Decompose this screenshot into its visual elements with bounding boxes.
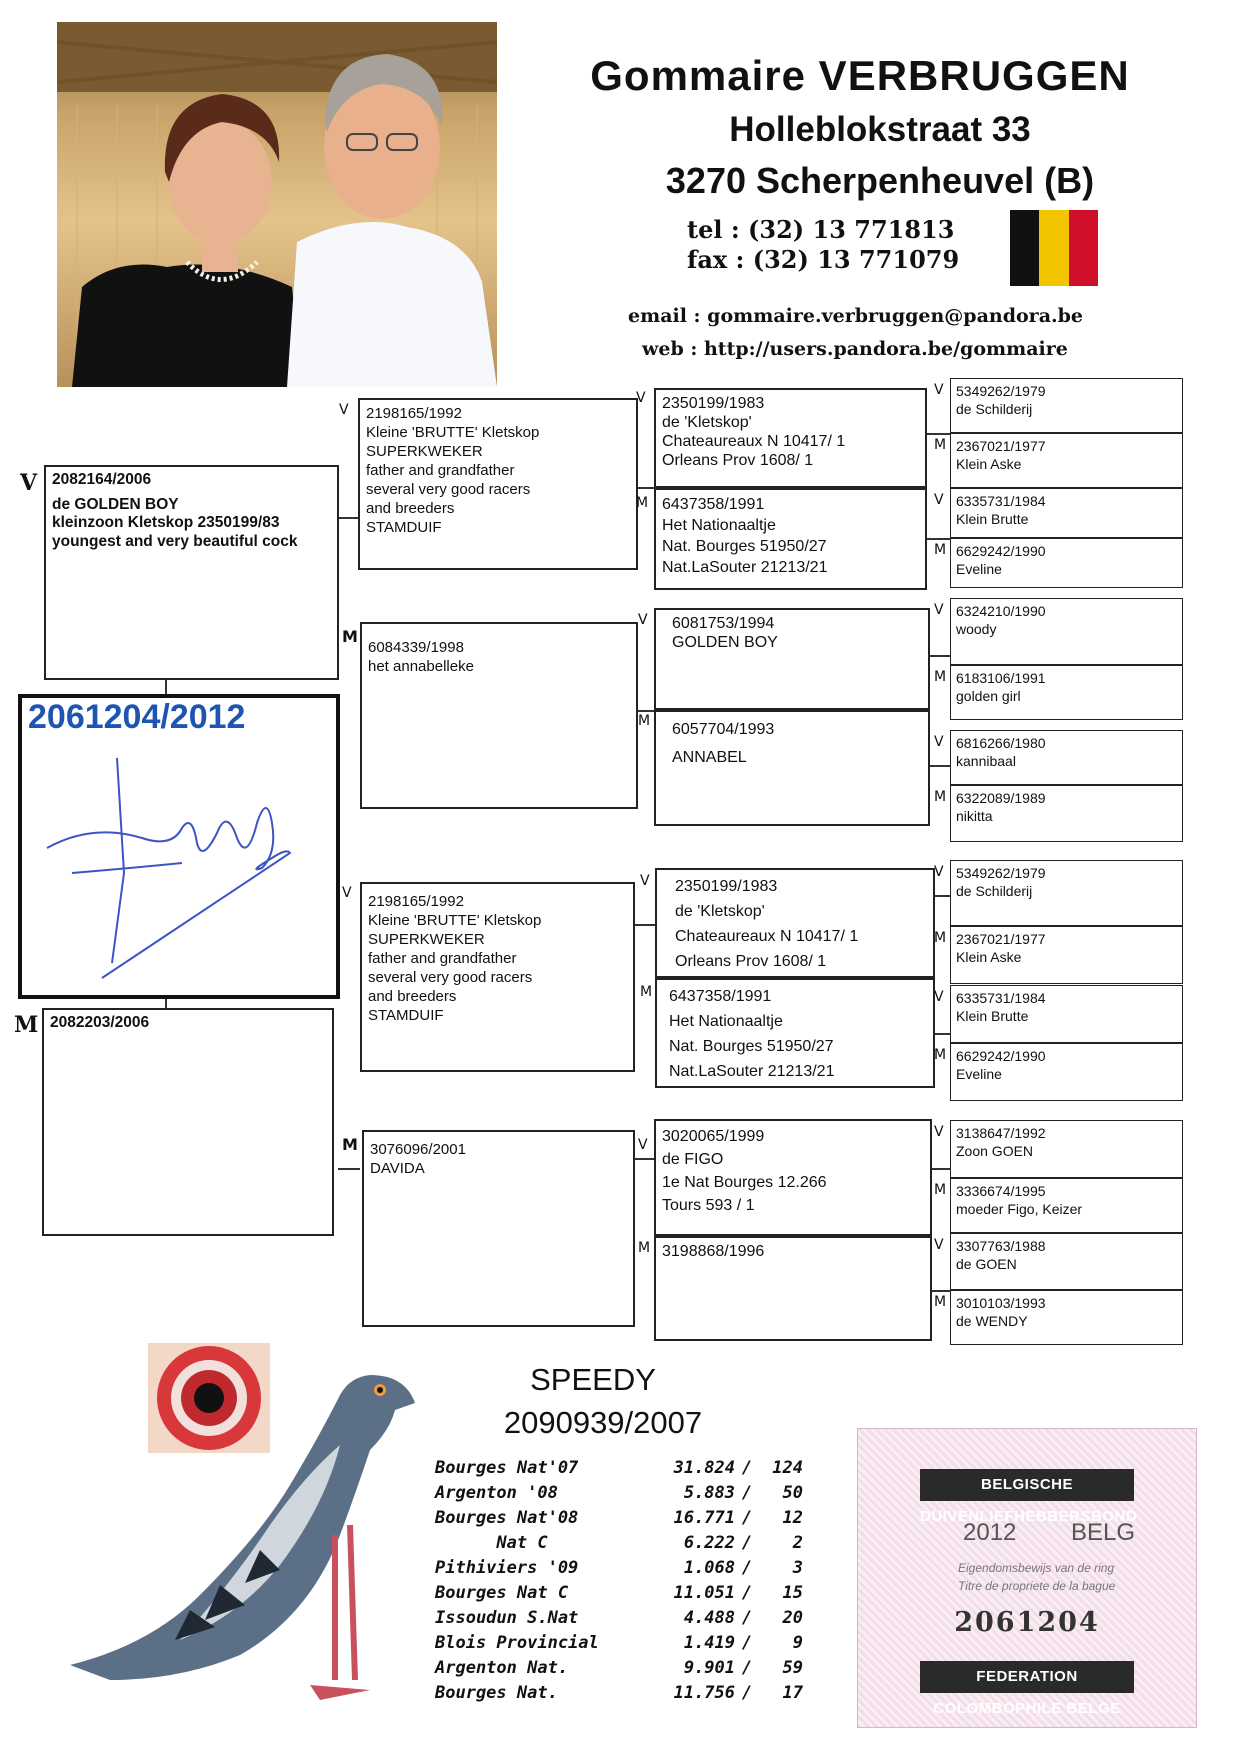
- result-row: [435, 1583, 803, 1608]
- result-place: 59: [782, 1658, 803, 1678]
- result-sep: /: [741, 1458, 753, 1478]
- ss-card[interactable]: [358, 398, 638, 570]
- g4-ring: 5349262/1979: [956, 865, 1046, 881]
- g4-ring: 6324210/1990: [956, 603, 1046, 619]
- ss-line-1: Kleine 'BRUTTE' Kletskop: [366, 424, 540, 441]
- ddd-ring: 3198868/1996: [662, 1243, 765, 1260]
- result-row: [435, 1683, 803, 1708]
- ssd-line-1: Het Nationaaltje: [662, 517, 776, 534]
- g4-name: Eveline: [956, 1066, 1002, 1082]
- dsd-card[interactable]: [655, 978, 935, 1088]
- g4-ring: 2367021/1977: [956, 931, 1046, 947]
- breeder-name: Gommaire VERBRUGGEN: [590, 52, 1130, 99]
- dss-ring: 2350199/1983: [675, 878, 778, 895]
- result-points: 16.771: [673, 1508, 735, 1528]
- result-sep: /: [741, 1508, 753, 1528]
- subject-card[interactable]: [18, 694, 340, 999]
- ds-line-4: several very good racers: [368, 969, 533, 986]
- result-race: Nat C: [435, 1533, 548, 1553]
- ss-line-2: SUPERKWEKER: [366, 443, 483, 460]
- g4-name: Zoon GOEN: [956, 1143, 1034, 1159]
- g4-card[interactable]: [950, 1120, 1183, 1178]
- dd-marker: M: [342, 1135, 358, 1154]
- result-race: Argenton '08: [435, 1483, 558, 1503]
- result-points: 5.883: [683, 1483, 735, 1503]
- ss-line-4: several very good racers: [366, 481, 531, 498]
- sire-line-2: kleinzoon Kletskop 2350199/83: [52, 514, 280, 531]
- g4-name: de Schilderij: [956, 883, 1033, 899]
- result-place: 17: [782, 1683, 803, 1703]
- certificate-year: 2012: [963, 1519, 1017, 1546]
- ds-card[interactable]: [360, 882, 635, 1072]
- sd-marker: M: [342, 627, 358, 646]
- result-race: Pithiviers '09: [435, 1558, 579, 1578]
- ownership-certificate: [857, 1428, 1197, 1728]
- g4-marker: V: [934, 989, 944, 1005]
- g4-name: Eveline: [956, 561, 1002, 577]
- ssd-ring: 6437358/1991: [662, 496, 765, 513]
- g4-ring: 6335731/1984: [956, 493, 1046, 509]
- result-sep: /: [741, 1583, 753, 1603]
- g4-name: de Schilderij: [956, 401, 1033, 417]
- g4-card[interactable]: [950, 538, 1183, 588]
- result-points: 4.488: [683, 1608, 735, 1628]
- result-place: 15: [782, 1583, 803, 1603]
- result-row: [435, 1633, 803, 1658]
- g4-card[interactable]: [950, 785, 1183, 842]
- g4-card[interactable]: [950, 1178, 1183, 1233]
- dss-card[interactable]: [655, 868, 935, 978]
- g4-ring: 5349262/1979: [956, 383, 1046, 399]
- flag-stripe-black: [1010, 210, 1039, 286]
- g4-card[interactable]: [950, 730, 1183, 785]
- result-row: [435, 1558, 803, 1583]
- result-points: 1.419: [683, 1633, 735, 1653]
- result-race: Argenton Nat.: [435, 1658, 569, 1678]
- result-points: 11.756: [673, 1683, 735, 1703]
- result-row: [435, 1508, 803, 1533]
- g4-card[interactable]: [950, 1290, 1183, 1345]
- g4-marker: M: [934, 437, 947, 453]
- dds-card[interactable]: [654, 1119, 932, 1236]
- g4-ring: 3010103/1993: [956, 1295, 1046, 1311]
- telephone: tel : (32) 13 771813: [687, 215, 955, 244]
- g4-ring: 6629242/1990: [956, 1048, 1046, 1064]
- g4-card[interactable]: [950, 926, 1183, 984]
- dsd-line-1: Het Nationaaltje: [669, 1013, 783, 1030]
- sd-card[interactable]: [360, 622, 638, 809]
- result-row: [435, 1533, 803, 1558]
- ss-line-3: father and grandfather: [366, 462, 515, 479]
- results-table: [435, 1458, 803, 1708]
- result-sep: /: [741, 1533, 753, 1553]
- g4-marker: V: [934, 492, 944, 508]
- sdd-ring: 6057704/1993: [672, 721, 775, 738]
- result-place: 20: [782, 1608, 803, 1628]
- result-row: [435, 1658, 803, 1683]
- sire-ring: 2082164/2006: [52, 471, 152, 488]
- result-place: 12: [782, 1508, 803, 1528]
- website-link[interactable]: web : http://users.pandora.be/gommaire: [642, 338, 1068, 360]
- certificate-line-2: Titre de propriete de la bague: [958, 1579, 1116, 1593]
- result-sep: /: [741, 1608, 753, 1628]
- g4-name: golden girl: [956, 688, 1021, 704]
- sire-line-1: de GOLDEN BOY: [52, 495, 179, 513]
- ds-marker: V: [342, 885, 352, 901]
- result-sep: /: [741, 1683, 753, 1703]
- result-points: 31.824: [673, 1458, 735, 1478]
- g4-name: Klein Brutte: [956, 511, 1029, 527]
- certificate-line-1: Eigendomsbewijs van de ring: [958, 1561, 1115, 1575]
- g4-marker: V: [934, 1237, 944, 1253]
- dsd-line-2: Nat. Bourges 51950/27: [669, 1038, 834, 1055]
- g4-card[interactable]: [950, 860, 1183, 926]
- g4-marker: M: [934, 542, 947, 558]
- result-place: 3: [792, 1558, 803, 1578]
- ds-line-1: Kleine 'BRUTTE' Kletskop: [368, 912, 542, 929]
- ddd-marker: M: [638, 1240, 651, 1256]
- certificate-ring: 2061204: [954, 1607, 1100, 1638]
- ssd-card[interactable]: [654, 488, 927, 590]
- result-place: 50: [782, 1483, 803, 1503]
- dam-card[interactable]: [42, 1008, 334, 1236]
- g4-ring: 6629242/1990: [956, 543, 1046, 559]
- ds-line-3: father and grandfather: [368, 950, 517, 967]
- result-sep: /: [741, 1633, 753, 1653]
- g4-marker: V: [934, 602, 944, 618]
- g4-card[interactable]: [950, 378, 1183, 433]
- ssd-marker: M: [636, 495, 649, 511]
- ddd-card[interactable]: [654, 1236, 932, 1341]
- g4-ring: 2367021/1977: [956, 438, 1046, 454]
- sss-ring: 2350199/1983: [662, 395, 765, 412]
- g4-ring: 6335731/1984: [956, 990, 1046, 1006]
- g4-marker: M: [934, 669, 947, 685]
- g4-name: de WENDY: [956, 1313, 1028, 1329]
- g4-name: woody: [956, 621, 997, 637]
- ds-line-2: SUPERKWEKER: [368, 931, 485, 948]
- result-race: Bourges Nat'08: [435, 1508, 579, 1528]
- dss-marker: V: [640, 873, 650, 889]
- ss-marker: V: [339, 402, 349, 418]
- featured-name: SPEEDY: [530, 1362, 656, 1397]
- g4-ring: 3307763/1988: [956, 1238, 1046, 1254]
- dsd-line-3: Nat.LaSouter 21213/21: [669, 1063, 835, 1080]
- dss-line-3: Orleans Prov 1608/ 1: [675, 953, 827, 970]
- result-place: 2: [792, 1533, 803, 1553]
- g4-ring: 6322089/1989: [956, 790, 1046, 806]
- ss-line-6: STAMDUIF: [366, 519, 442, 536]
- g4-card[interactable]: [950, 665, 1183, 720]
- dsd-ring: 6437358/1991: [669, 988, 772, 1005]
- result-place: 124: [772, 1458, 803, 1478]
- sire-marker: V: [20, 470, 38, 496]
- result-race: Issoudun S.Nat: [435, 1608, 579, 1628]
- ds-ring: 2198165/1992: [368, 893, 464, 910]
- result-race: Bourges Nat.: [435, 1683, 558, 1703]
- dds-line-2: 1e Nat Bourges 12.266: [662, 1174, 827, 1191]
- g4-marker: M: [934, 930, 947, 946]
- breeder-street: Holleblokstraat 33: [729, 110, 1031, 149]
- signature: [32, 753, 322, 988]
- g4-name: de GOEN: [956, 1256, 1017, 1272]
- breeder-city: 3270 Scherpenheuvel (B): [665, 160, 1095, 201]
- result-row: [435, 1458, 803, 1483]
- sd-line-1: het annabelleke: [368, 658, 474, 675]
- g4-marker: V: [934, 734, 944, 750]
- result-points: 9.901: [683, 1658, 735, 1678]
- dds-line-1: de FIGO: [662, 1151, 724, 1168]
- g4-ring: 6816266/1980: [956, 735, 1046, 751]
- g4-ring: 3138647/1992: [956, 1125, 1046, 1141]
- g4-marker: M: [934, 1182, 947, 1198]
- sds-marker: V: [638, 612, 648, 628]
- dss-line-2: Chateaureaux N 10417/ 1: [675, 928, 859, 945]
- sire-card[interactable]: [44, 465, 339, 680]
- g4-marker: V: [934, 864, 944, 880]
- dds-marker: V: [638, 1137, 648, 1153]
- g4-card[interactable]: [950, 598, 1183, 665]
- result-place: 9: [792, 1633, 803, 1653]
- g4-ring: 6183106/1991: [956, 670, 1046, 686]
- result-points: 6.222: [683, 1533, 735, 1553]
- g4-name: nikitta: [956, 808, 993, 824]
- g4-marker: M: [934, 1294, 947, 1310]
- g4-marker: V: [934, 382, 944, 398]
- dss-line-1: de 'Kletskop': [675, 903, 765, 920]
- sss-line-1: de 'Kletskop': [662, 414, 752, 431]
- dam-marker: M: [14, 1012, 39, 1038]
- certificate-country: BELG: [1071, 1519, 1136, 1546]
- sds-line-1: GOLDEN BOY: [672, 634, 778, 651]
- email-link[interactable]: email : gommaire.verbruggen@pandora.be: [628, 305, 1083, 327]
- ss-line-5: and breeders: [366, 500, 455, 517]
- sire-line-3: youngest and very beautiful cock: [52, 532, 298, 550]
- g4-name: moeder Figo, Keizer: [956, 1201, 1083, 1217]
- g4-name: Klein Aske: [956, 949, 1022, 965]
- g4-name: Klein Aske: [956, 456, 1022, 472]
- g4-card[interactable]: [950, 488, 1183, 538]
- result-row: [435, 1483, 803, 1508]
- g4-marker: M: [934, 789, 947, 805]
- ss-ring: 2198165/1992: [366, 405, 462, 422]
- g4-card[interactable]: [950, 1043, 1183, 1101]
- pigeon-illustration: [70, 1335, 420, 1730]
- ds-line-5: and breeders: [368, 988, 457, 1005]
- g4-marker: V: [934, 1124, 944, 1140]
- g4-card[interactable]: [950, 1233, 1183, 1290]
- fax: fax : (32) 13 771079: [687, 245, 960, 274]
- owners-photo: [57, 22, 497, 387]
- g4-ring: 3336674/1995: [956, 1183, 1046, 1199]
- result-race: Bourges Nat'07: [435, 1458, 579, 1478]
- sds-card[interactable]: [654, 608, 930, 710]
- sdd-line-1: ANNABEL: [672, 749, 747, 766]
- subject-ring: 2061204/2012: [28, 698, 246, 736]
- sds-ring: 6081753/1994: [672, 615, 775, 632]
- result-sep: /: [741, 1483, 753, 1503]
- flag-stripe-yellow: [1039, 210, 1068, 286]
- result-points: 1.068: [683, 1558, 735, 1578]
- dam-ring: 2082203/2006: [50, 1014, 150, 1031]
- g4-name: Klein Brutte: [956, 1008, 1029, 1024]
- sdd-marker: M: [638, 713, 651, 729]
- ssd-line-3: Nat.LaSouter 21213/21: [662, 559, 828, 576]
- ds-line-6: STAMDUIF: [368, 1007, 444, 1024]
- g4-card[interactable]: [950, 433, 1183, 488]
- result-points: 11.051: [673, 1583, 735, 1603]
- featured-ring: 2090939/2007: [503, 1405, 703, 1440]
- sd-ring: 6084339/1998: [368, 639, 464, 656]
- ssd-line-2: Nat. Bourges 51950/27: [662, 538, 827, 555]
- belgian-flag-icon: [1010, 210, 1098, 286]
- flag-stripe-red: [1069, 210, 1098, 286]
- sss-card[interactable]: [654, 388, 927, 488]
- g4-card[interactable]: [950, 985, 1183, 1043]
- certificate-top-band: BELGISCHE DUIVENLIEFHEBBERSBOND: [920, 1469, 1134, 1501]
- result-sep: /: [741, 1658, 753, 1678]
- certificate-bottom-band: FEDERATION COLOMBOPHILE BELGE: [920, 1661, 1134, 1693]
- sss-marker: V: [636, 390, 646, 406]
- dd-card[interactable]: [362, 1130, 635, 1327]
- result-race: Blois Provincial: [435, 1633, 599, 1653]
- result-sep: /: [741, 1558, 753, 1578]
- dsd-marker: M: [640, 984, 653, 1000]
- sdd-card[interactable]: [654, 710, 930, 826]
- dd-ring: 3076096/2001: [370, 1141, 466, 1158]
- g4-marker: M: [934, 1047, 947, 1063]
- sss-line-3: Orleans Prov 1608/ 1: [662, 452, 814, 469]
- g4-name: kannibaal: [956, 753, 1016, 769]
- result-row: [435, 1608, 803, 1633]
- dd-line-1: DAVIDA: [370, 1160, 425, 1177]
- sss-line-2: Chateaureaux N 10417/ 1: [662, 433, 846, 450]
- dds-line-3: Tours 593 / 1: [662, 1197, 755, 1214]
- dds-ring: 3020065/1999: [662, 1128, 765, 1145]
- result-race: Bourges Nat C: [435, 1583, 569, 1603]
